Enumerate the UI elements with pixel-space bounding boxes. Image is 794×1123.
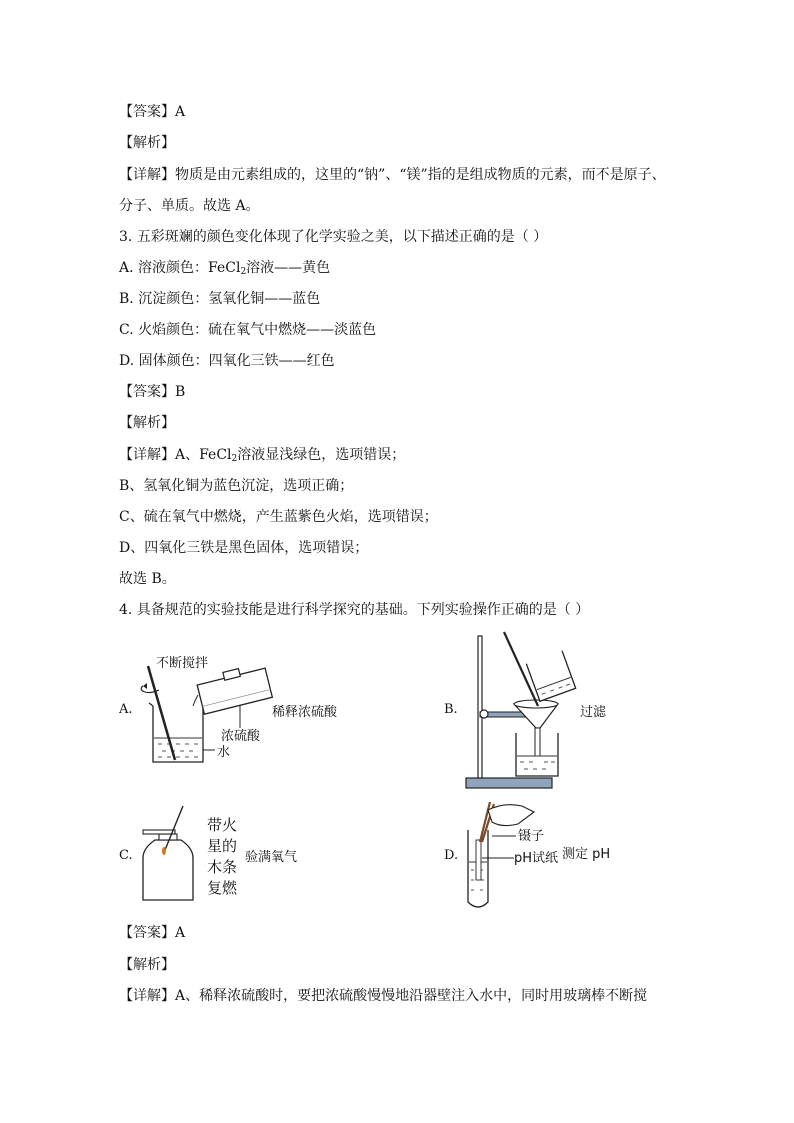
q3-option-c: C. 火焰颜色：硫在氧气中燃烧——淡蓝色: [119, 322, 377, 338]
detail-text-cont: 分子、单质。故选 A。: [119, 198, 260, 214]
answer-label: 【答案】A: [119, 104, 186, 120]
analysis-label: 【解析】: [119, 135, 175, 151]
q4-analysis-label: 【解析】: [119, 957, 175, 973]
q4-detail-a: 【详解】A、稀释浓硫酸时，要把浓硫酸慢慢地沿器壁注入水中，同时用玻璃棒不断搅: [119, 988, 648, 1004]
fig-c-label-1: 带火: [207, 816, 238, 834]
fig-a-option: A.: [119, 702, 133, 717]
q3-option-a: A. 溶液颜色：FeCl$_2$溶液——黄色: [119, 260, 331, 277]
fig-a-acid-label: 浓硫酸: [221, 729, 261, 744]
fig-c-label-3: 木条: [207, 858, 238, 876]
fig-d-caption: 测定 pH: [562, 847, 611, 862]
fig-c-label-4: 复燃: [207, 879, 238, 897]
fig-d-option: D.: [444, 848, 459, 863]
fig-a-dilution: [135, 648, 365, 773]
fig-a-water-label: 水: [217, 745, 231, 760]
fig-c-oxygen-test: [135, 804, 320, 904]
q3-detail-d: D、四氧化三铁是黑色固体，选项错误；: [119, 540, 369, 556]
question-3: 3. 五彩斑斓的颜色变化体现了化学实验之美，以下描述正确的是（ ）: [119, 229, 548, 245]
q3-conclusion: 故选 B。: [119, 571, 176, 587]
fig-c-option: C.: [119, 848, 133, 863]
fig-b-option: B.: [444, 702, 458, 717]
detail-text: 【详解】物质是由元素组成的，这里的“钠”、“镁”指的是组成物质的元素，而不是原子、: [119, 167, 666, 183]
fig-d-ph-test: [458, 798, 648, 914]
q3-analysis-label: 【解析】: [119, 415, 175, 431]
fig-a-stir-label: 不断搅拌: [156, 656, 209, 671]
q3-detail-b: B、氢氧化铜为蓝色沉淀，选项正确；: [119, 478, 354, 494]
q3-option-b: B. 沉淀颜色：氢氧化铜——蓝色: [119, 291, 321, 307]
q3-answer: 【答案】B: [119, 384, 186, 400]
fig-a-caption: 稀释浓硫酸: [272, 705, 338, 720]
fig-d-paper-label: pH试纸: [514, 851, 559, 866]
fig-d-tweezers-label: 镊子: [518, 829, 545, 844]
q4-answer: 【答案】A: [119, 925, 186, 941]
q3-detail-a: 【详解】A、FeCl$_2$溶液显浅绿色，选项错误；: [119, 447, 406, 464]
question-4: 4. 具备规范的实验技能是进行科学探究的基础。下列实验操作正确的是（ ）: [119, 602, 590, 618]
fig-c-caption: 验满氧气: [245, 850, 298, 865]
q3-detail-c: C、硫在氧气中燃烧，产生蓝紫色火焰，选项错误；: [119, 509, 438, 525]
fig-c-label-2: 星的: [207, 837, 238, 855]
q3-option-d: D. 固体颜色：四氧化三铁——红色: [119, 353, 335, 369]
fig-b-caption: 过滤: [580, 705, 607, 720]
fig-b-filtration: [456, 628, 646, 796]
